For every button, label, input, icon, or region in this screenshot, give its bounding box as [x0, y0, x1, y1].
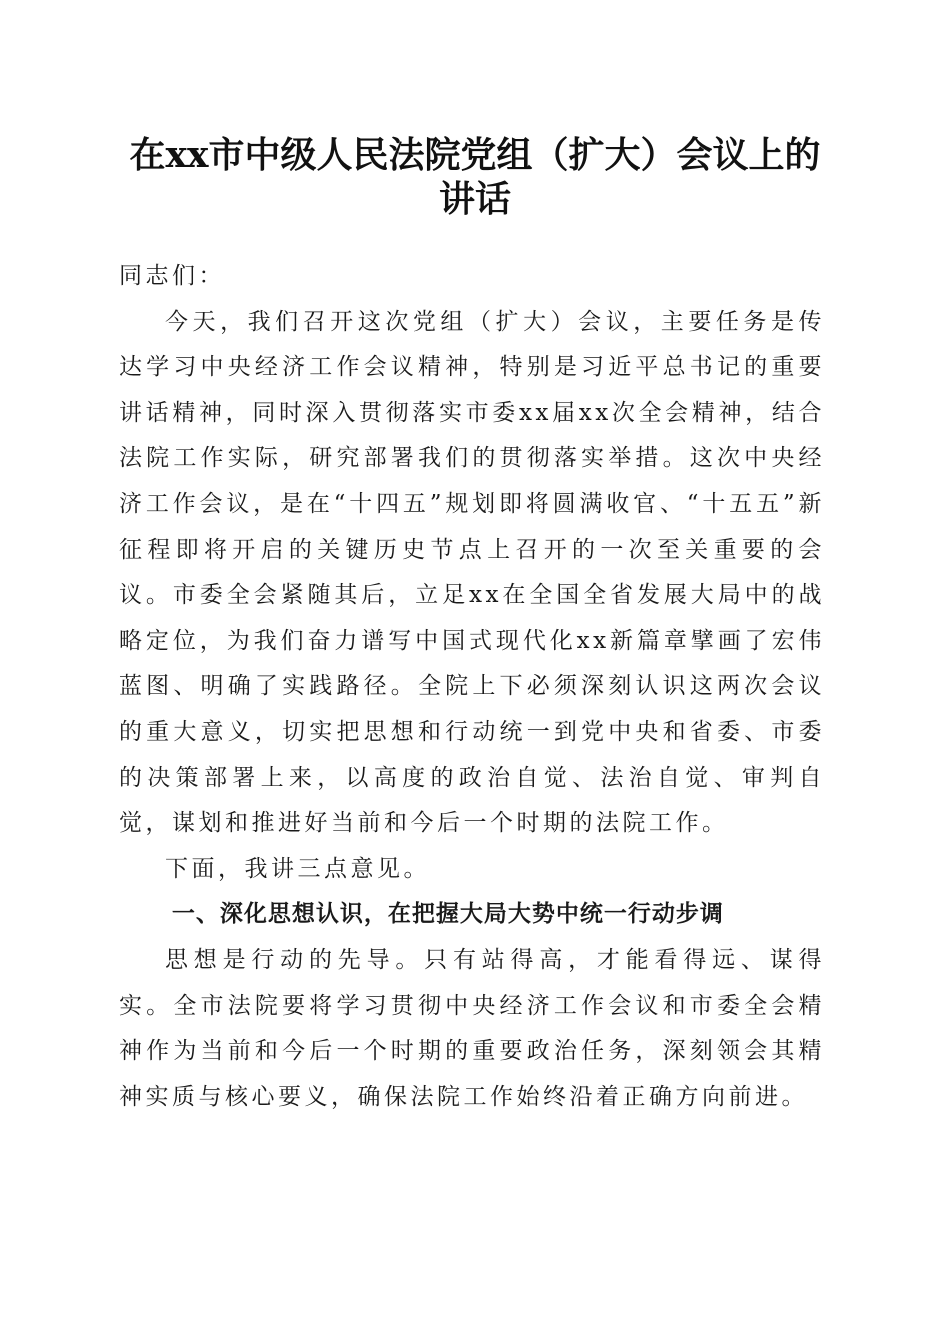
paragraph: 下面，我讲三点意见。 — [165, 855, 430, 882]
title-line-2: 讲话 — [438, 178, 511, 220]
section-heading: 一、深化思想认识，在把握大局大势中统一行动步调 — [171, 901, 724, 928]
title-line-1: 在xx市中级人民法院党组（扩大）会议上的 — [129, 134, 821, 176]
paragraph: 思想是行动的先导。只有站得高，才能看得远、谋得实。全市法院要将学习贯彻中央经济工作会议和市委全会精神作为当前和今后一个时期的重要政治任务，深刻领会其精神实质与核心要义，确保法院工作始终沿着正确方向前进。 — [119, 946, 825, 1110]
salutation: 同志们： — [119, 263, 225, 289]
document-body — [119, 254, 825, 1120]
paragraph: 今天，我们召开这次党组（扩大）会议，主要任务是传达学习中央经济工作会议精神，特别是习近平总书记的重要讲话精神，同时深入贯彻落实市委xx届xx次全会精神，结合法院工作实际，研究部署我们的贯彻落实举措。这次中央经济工作会议，是在“十四五”规划即将圆满收官、“十五五”新征程即将开启的关键历史节点上召开的一次至关重要的会议。市委全会紧随其后，立足xx在全国全省发展大局中的战略定位，为我们奋力谱写中国式现代化xx新篇章擘画了宏伟蓝图、明确了实践路径。全院上下必须深刻认识这两次会议的重大意义，切实把思想和行动统一到党中央和省委、市委的决策部署上来，以高度的政治自觉、法治自觉、审判自觉，谋划和推进好当前和今后一个时期的法院工作。 — [119, 308, 825, 837]
document-title — [100, 133, 850, 221]
